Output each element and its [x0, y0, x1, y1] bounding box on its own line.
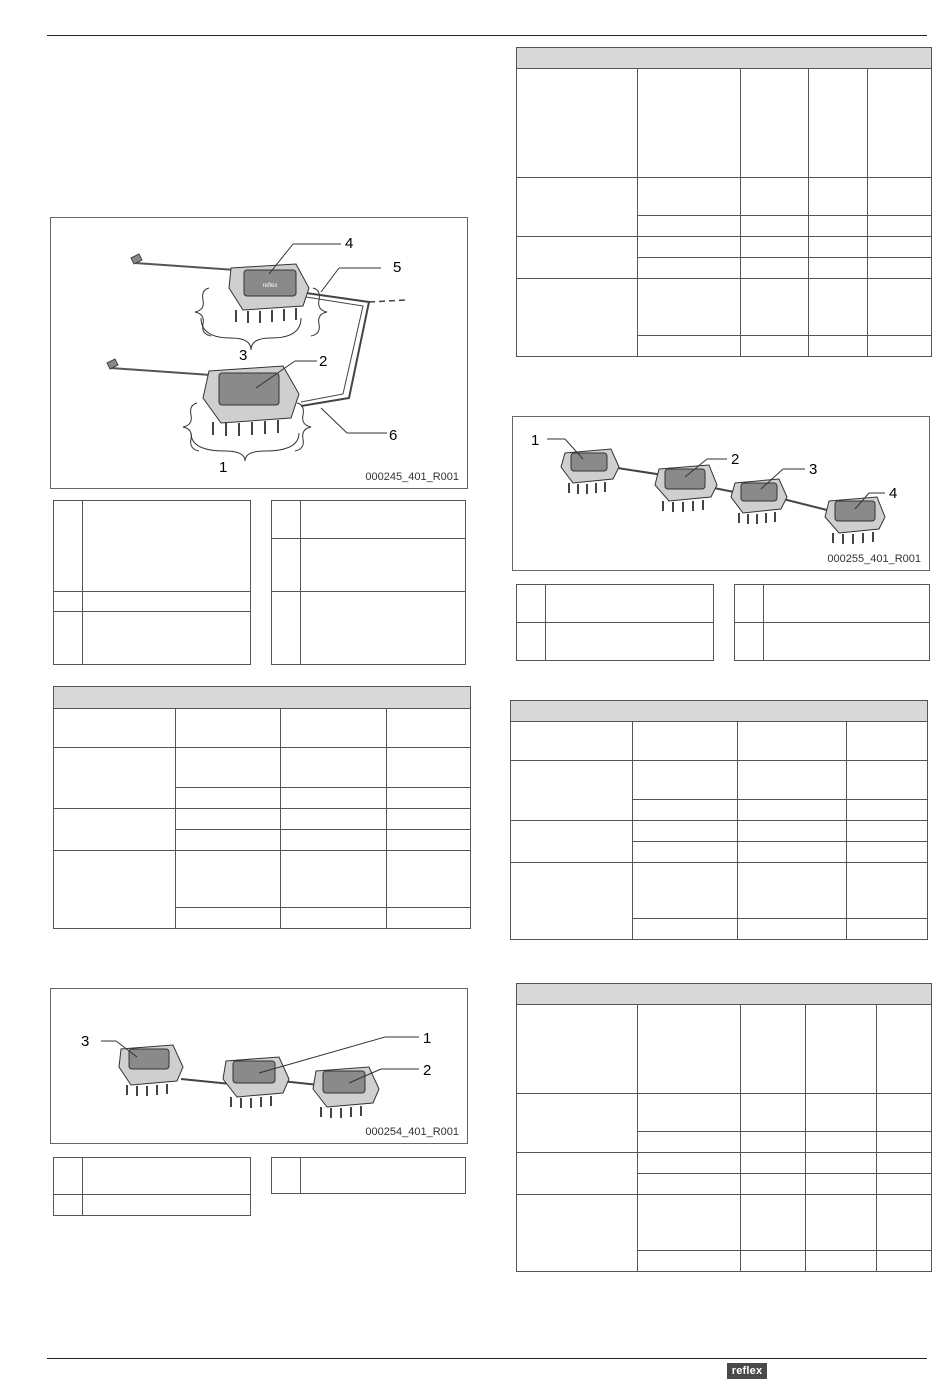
callout-3: 3 — [81, 1033, 90, 1050]
callout-1: 1 — [423, 1030, 432, 1047]
table-right-3 — [516, 983, 932, 1272]
callout-1: 1 — [219, 459, 228, 476]
figure-3-drawing — [513, 417, 931, 572]
legend-fig2-left — [53, 1157, 251, 1216]
callout-3: 3 — [239, 347, 248, 364]
device-3 — [731, 479, 787, 524]
callout-6: 6 — [389, 427, 398, 444]
figure-code: 000254_401_R001 — [365, 1126, 459, 1138]
callout-2: 2 — [731, 451, 740, 468]
device-b — [223, 1057, 289, 1108]
callout-2: 2 — [319, 353, 328, 370]
figure-1-two-devices — [50, 217, 468, 489]
table-left-1 — [53, 686, 471, 929]
device-4 — [825, 497, 885, 544]
figure-3-four-devices — [512, 416, 930, 571]
device-top — [195, 264, 327, 336]
figure-code: 000255_401_R001 — [827, 553, 921, 565]
table-right-1 — [516, 47, 932, 357]
callout-4: 4 — [345, 235, 354, 252]
figure-code: 000245_401_R001 — [365, 471, 459, 483]
reflex-logo: reflex — [727, 1363, 767, 1379]
legend-fig1-right — [271, 500, 466, 665]
svg-text:reflex: reflex — [262, 283, 278, 289]
callout-5: 5 — [393, 259, 402, 276]
device-a — [119, 1045, 183, 1096]
legend-fig3-left — [516, 584, 714, 661]
figure-1-drawing — [51, 218, 469, 490]
device-bottom — [183, 366, 311, 451]
legend-fig1-left — [53, 500, 251, 665]
device-2 — [655, 465, 717, 512]
legend-fig2-right — [271, 1157, 466, 1194]
figure-2-three-devices — [50, 988, 468, 1144]
footer-rule — [47, 1358, 927, 1359]
callout-3: 3 — [809, 461, 818, 478]
callout-2: 2 — [423, 1062, 432, 1079]
callout-4: 4 — [889, 485, 898, 502]
table-right-2 — [510, 700, 928, 940]
header-rule — [47, 35, 927, 36]
device-1 — [561, 449, 619, 494]
figure-2-drawing — [51, 989, 469, 1145]
callout-1: 1 — [531, 432, 540, 449]
legend-fig3-right — [734, 584, 930, 661]
